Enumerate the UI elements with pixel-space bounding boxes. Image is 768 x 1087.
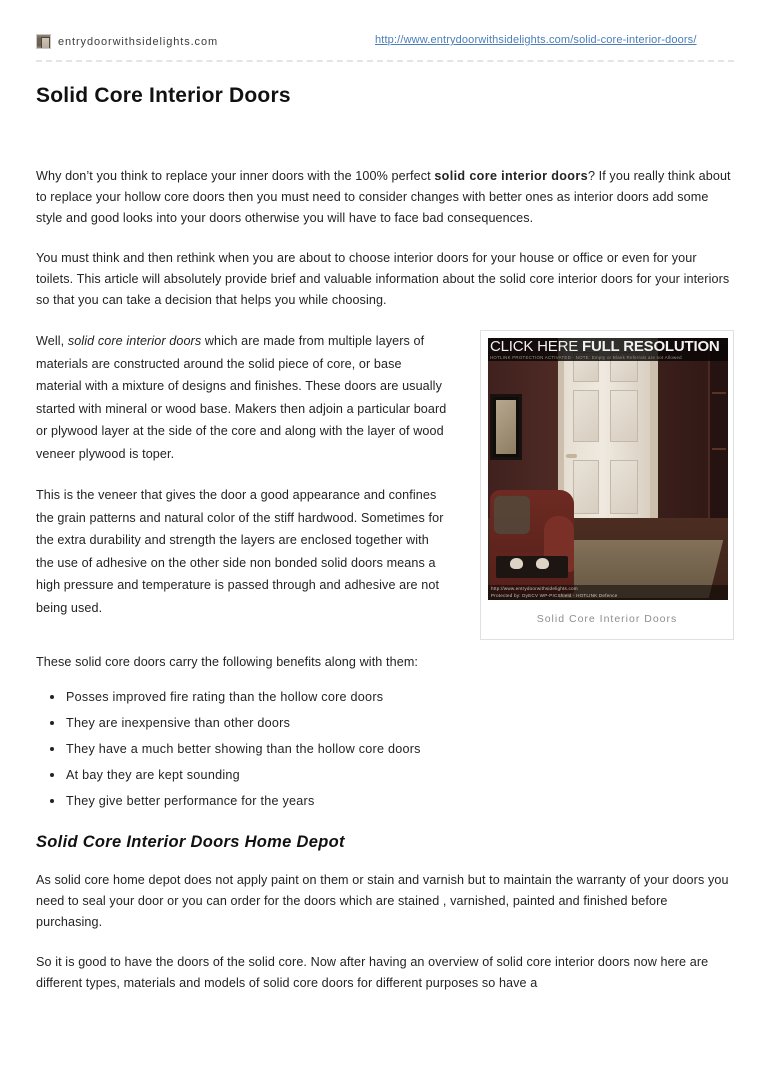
paragraph-wrap-1 bbox=[36, 330, 448, 465]
photo-watermark bbox=[488, 585, 728, 600]
photo-cushion bbox=[494, 496, 530, 534]
wrap-text-a: Well, bbox=[36, 334, 68, 348]
header-divider bbox=[36, 60, 734, 62]
paragraph-depot-1: As solid core home depot does not apply paint on them or stain and varnish but to maintain the warranty of your doors you need to seal your door or you can order for the doors which are stained , varnished, painted and finished before purchasing. bbox=[36, 873, 729, 929]
intro-bold-phrase: solid core interior doors bbox=[434, 169, 588, 183]
section-subheading: Solid Core Interior Doors Home Depot bbox=[36, 833, 345, 851]
list-item: They give better performance for the years bbox=[66, 791, 734, 811]
benefits-list bbox=[36, 687, 734, 811]
list-item: Posses improved fire rating than the hollow core doors bbox=[66, 687, 734, 707]
banner-full-resolution: FULL RESOLUTION bbox=[582, 338, 720, 355]
figure-caption: Solid Core Interior Doors bbox=[536, 613, 678, 625]
benefits-lead-in: These solid core doors carry the following benefits along with them: bbox=[36, 655, 419, 669]
watermark-url: http://www.entrydoorwithsidelights.com bbox=[491, 586, 578, 592]
photo-framed-art bbox=[490, 394, 522, 460]
photo-door-handle bbox=[566, 454, 577, 458]
photo-tray bbox=[496, 556, 568, 578]
page-header bbox=[36, 34, 734, 60]
intro-text-b: ? If you really think about to replace your hollow core doors then you must need to consider changes with better ones as interior doors add some style and good looks into your doors otherwise you will have to face bad consequences. bbox=[36, 169, 731, 225]
figure-wrap-section bbox=[36, 330, 734, 652]
photo-door-slab bbox=[564, 338, 650, 530]
page-title: Solid Core Interior Doors bbox=[36, 84, 291, 107]
page-url-link[interactable]: http://www.entrydoorwithsidelights.com/solid-core-interior-doors/ bbox=[375, 34, 697, 46]
door-photo[interactable] bbox=[488, 338, 728, 600]
photo-door-panel bbox=[610, 390, 638, 442]
photo-cup bbox=[536, 558, 549, 569]
site-name: entrydoorwithsidelights.com bbox=[58, 35, 219, 48]
watermark-protection: Protected by: DyECV WP-PICShield - HOTLINK Defence bbox=[491, 592, 618, 598]
photo-door-panel bbox=[573, 460, 599, 514]
paragraph-intro-2: You must think and then rethink when you are about to choose interior doors for your house or office or even for your toilets. This article will absolutely provide brief and valuable information about the solid core interior doors for your interiors so that you can take a decision that helps you while choosing. bbox=[36, 251, 730, 307]
full-resolution-banner[interactable] bbox=[488, 338, 728, 361]
door-thumbnail-icon bbox=[36, 34, 51, 49]
intro-text-a: Why don’t you think to replace your inner doors with the 100% perfect bbox=[36, 169, 435, 183]
list-item: They have a much better showing than the hollow core doors bbox=[66, 739, 734, 759]
photo-cup bbox=[510, 558, 523, 569]
figure-solid-core-door[interactable] bbox=[480, 330, 734, 640]
banner-hotlink-notice: HOTLINK PROTECTION ACTIVATED - NOTE: Empty or Blank Referrals are not Allowed bbox=[490, 355, 682, 360]
article-content bbox=[36, 166, 734, 1013]
paragraph-intro-1 bbox=[36, 166, 734, 229]
banner-click-here: CLICK HERE bbox=[490, 338, 582, 355]
photo-door-panel bbox=[573, 390, 599, 442]
list-item: At bay they are kept sounding bbox=[66, 765, 734, 785]
wrap-text-b: which are made from multiple layers of materials are constructed around the solid piece of core, or base material with a mixture of designs and finishes. These doors are usually started with mineral or wood base. Makers then adjoin a particular board or plywood layer at the side of the core and along with the layer of wood veneer plywood is toper. bbox=[36, 334, 447, 461]
paragraph-wrap-2: This is the veneer that gives the door a good appearance and confines the grain patterns and natural color of the stiff hardwood. Sometimes for the extra durability and strength the layers are enclosed together with the use of adhesive on the other side non bonded solid doors means a high pressure and temperature is passed through and adhesive are not being used. bbox=[36, 488, 444, 615]
list-item: They are inexpensive than other doors bbox=[66, 713, 734, 733]
banner-main-text bbox=[490, 339, 726, 355]
photo-door-panel bbox=[610, 460, 638, 514]
photo-bookshelf bbox=[708, 344, 728, 524]
wrap-italic-phrase: solid core interior doors bbox=[67, 334, 202, 348]
site-identity bbox=[36, 34, 366, 49]
paragraph-depot-2: So it is good to have the doors of the solid core. Now after having an overview of solid core interior doors now here are different types, materials and models of solid core doors for different purposes so have a bbox=[36, 955, 709, 990]
